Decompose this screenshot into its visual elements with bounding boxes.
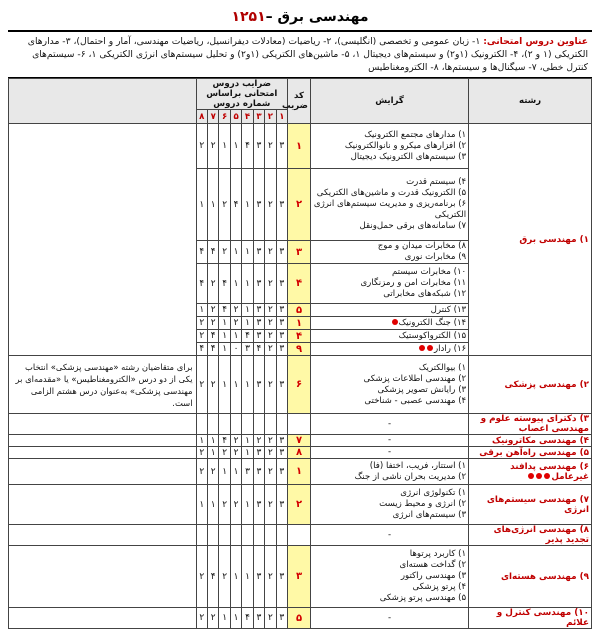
- weight-cell: ۱: [230, 356, 241, 414]
- table-row: [9, 435, 592, 447]
- weight-cell: [242, 525, 253, 546]
- weight-num: ۱: [276, 110, 287, 124]
- weight-cell: ۳: [253, 169, 264, 241]
- weight-cell: ۱: [207, 435, 218, 447]
- spec-text: -: [388, 418, 392, 429]
- weight-cell: ۳: [253, 485, 264, 525]
- weight-cell: ۳: [253, 608, 264, 629]
- weight-cell: ۲: [196, 330, 207, 343]
- field-label: ۸) مهندسی انرژی‌های تجدید پذیر: [493, 525, 589, 545]
- weight-cell: ۴: [219, 304, 230, 317]
- spec-text: ۱۰) مخابرات سیستم ۱۱) مخابرات امن و رمزنگاری ۱۲) شبکه‌های مخابراتی: [360, 267, 467, 299]
- field-label: ۱۰) مهندسی کنترل و علائم: [496, 608, 589, 628]
- coefficient-code: ۱: [288, 124, 311, 169]
- weight-cell: [242, 414, 253, 435]
- spec-cell: [310, 124, 468, 169]
- note-blank: [9, 525, 197, 546]
- weight-cell: ۱: [230, 546, 241, 608]
- weight-cell: [196, 414, 207, 435]
- weight-num: ۴: [242, 110, 253, 124]
- weight-cell: ۳: [253, 124, 264, 169]
- weight-cell: ۳: [276, 241, 287, 264]
- weight-cell: ۲: [265, 608, 276, 629]
- spec-text: -: [388, 612, 392, 623]
- weight-cell: ۲: [230, 447, 241, 459]
- weight-cell: ۱: [242, 447, 253, 459]
- coefficient-code: ۶: [288, 356, 311, 414]
- spec-cell: [310, 447, 468, 459]
- field-label: ۴) مهندسی مکاترونیک: [491, 435, 589, 446]
- note-blank: [9, 608, 197, 629]
- table-row: [9, 414, 592, 435]
- weight-cell: ۲: [265, 241, 276, 264]
- weight-cell: ۱: [242, 485, 253, 525]
- weight-cell: ۲: [196, 459, 207, 485]
- spec-text: ۴) سیستم قدرت ۵) الکترونیک قدرت و ماشین‌های الکتریکی ۶) برنامه‌ریزی و مدیریت سیستم‌های انرژی الکتریکی ۷) سامانه‌های برقی حمل‌ونقل: [313, 177, 467, 231]
- title-code: ۱۲۵۱: [231, 9, 266, 25]
- weight-num: ۶: [219, 110, 230, 124]
- coefficient-code: [288, 525, 311, 546]
- weight-cell: ۱: [207, 169, 218, 241]
- weight-cell: ۳: [253, 447, 264, 459]
- weight-cell: ۱: [219, 317, 230, 330]
- coefficient-code: ۴: [288, 264, 311, 304]
- weight-cell: ۳: [253, 304, 264, 317]
- weight-cell: ۴: [219, 435, 230, 447]
- coefficient-code: [288, 414, 311, 435]
- field-label: ۵) مهندسی راه‌آهن برقی: [479, 447, 589, 458]
- weight-cell: ۱: [242, 264, 253, 304]
- weight-cell: ۲: [265, 356, 276, 414]
- weight-cell: ۴: [207, 241, 218, 264]
- weight-cell: ۳: [276, 447, 287, 459]
- coefficients-table: [8, 78, 592, 629]
- weight-cell: ۲: [207, 264, 218, 304]
- weight-cell: ۳: [242, 459, 253, 485]
- header-note-blank: [9, 79, 197, 124]
- spec-cell: [310, 414, 468, 435]
- red-dot-icon: [419, 345, 425, 351]
- weight-cell: ۳: [242, 343, 253, 356]
- weight-cell: ۳: [253, 241, 264, 264]
- weight-cell: ۲: [230, 317, 241, 330]
- field-label: ۲) مهندسی پزشکی: [504, 379, 589, 390]
- weight-cell: ۳: [276, 124, 287, 169]
- red-dot-icon: [392, 319, 398, 325]
- field-label: ۳) دکترای پیوسته علوم و مهندسی اعصاب: [480, 414, 589, 434]
- red-dot-icon: [528, 473, 534, 479]
- spec-cell: [310, 304, 468, 317]
- weight-cell: ۳: [253, 546, 264, 608]
- weight-cell: ۱: [230, 264, 241, 304]
- spec-text: ۱) تکنولوژی انرژی ۲) انرژی و محیط زیست ۳) سیستم‌های انرژی: [379, 488, 467, 520]
- weight-cell: ۲: [196, 124, 207, 169]
- weight-num: ۷: [207, 110, 218, 124]
- weight-cell: ۱: [242, 356, 253, 414]
- table-row: [9, 459, 592, 485]
- weight-cell: ۴: [207, 546, 218, 608]
- note-blank: [9, 435, 197, 447]
- table-row: [9, 485, 592, 525]
- weight-cell: ۴: [219, 264, 230, 304]
- weight-cell: ۱: [196, 435, 207, 447]
- weight-cell: ۱: [196, 485, 207, 525]
- weight-cell: ۲: [196, 608, 207, 629]
- weight-cell: ۳: [276, 264, 287, 304]
- spec-text: -: [388, 435, 392, 445]
- coefficient-code: ۴: [288, 330, 311, 343]
- weight-cell: ۳: [253, 356, 264, 414]
- weight-cell: ۱: [242, 435, 253, 447]
- weight-cell: [219, 525, 230, 546]
- weight-cell: ۳: [253, 317, 264, 330]
- weight-cell: ۱: [230, 124, 241, 169]
- weight-cell: ۲: [265, 124, 276, 169]
- note-blank: [9, 414, 197, 435]
- weight-cell: ۱: [219, 356, 230, 414]
- weight-cell: [276, 525, 287, 546]
- weight-cell: ۲: [196, 356, 207, 414]
- weight-num: ۵: [230, 110, 241, 124]
- weight-cell: ۲: [265, 304, 276, 317]
- weight-cell: [253, 414, 264, 435]
- weight-cell: ۱: [196, 169, 207, 241]
- weight-cell: ۳: [276, 608, 287, 629]
- page: [8, 0, 592, 629]
- weight-cell: ۴: [207, 343, 218, 356]
- weight-cell: ۲: [207, 459, 218, 485]
- field-name: [469, 546, 592, 608]
- title-text: – مهندسی برق: [265, 9, 369, 25]
- red-dot-icon: [536, 473, 542, 479]
- weight-cell: ۲: [196, 317, 207, 330]
- field-name: [469, 459, 592, 485]
- weight-cell: ۲: [230, 435, 241, 447]
- weight-cell: ۲: [219, 485, 230, 525]
- spec-cell: [310, 241, 468, 264]
- coefficient-code: ۸: [288, 447, 311, 459]
- spec-text: ۱۳) کنترل: [430, 304, 467, 315]
- weight-cell: ۱: [242, 317, 253, 330]
- weight-cell: ۳: [276, 546, 287, 608]
- field-name: [469, 525, 592, 546]
- weight-cell: ۱: [219, 330, 230, 343]
- weight-cell: [207, 525, 218, 546]
- weight-cell: ۴: [230, 169, 241, 241]
- spec-cell: [310, 485, 468, 525]
- red-dot-icon: [544, 473, 550, 479]
- table-row: [9, 525, 592, 546]
- spec-cell: [310, 169, 468, 241]
- spec-text: ۱) بیوالکتریک ۲) مهندسی اطلاعات پزشکی ۳) رایانش تصویر پزشکی ۴) مهندسی عصبی - شناختی: [363, 362, 467, 406]
- weight-cell: ۱: [196, 304, 207, 317]
- weight-cell: ۴: [196, 241, 207, 264]
- field-name: [469, 447, 592, 459]
- weight-cell: ۲: [265, 447, 276, 459]
- spec-text: ۱) کاربرد پرتوها ۲) گداخت هسته‌ای ۳) مهندسی راکتور ۴) پرتو پزشکی ۵) مهندسی پرتو پزشکی: [379, 549, 467, 603]
- weight-cell: ۲: [196, 546, 207, 608]
- weight-cell: ۱: [230, 459, 241, 485]
- weight-cell: [265, 525, 276, 546]
- spec-cell: [310, 608, 468, 629]
- weight-cell: ۲: [265, 485, 276, 525]
- note-blank: [9, 546, 197, 608]
- weight-cell: ۱: [242, 241, 253, 264]
- weight-num: ۸: [196, 110, 207, 124]
- weight-cell: ۱: [242, 169, 253, 241]
- note-blank: [9, 485, 197, 525]
- spec-text: ۱۵) الکترواکوستیک: [398, 330, 467, 341]
- spec-cell: [310, 343, 468, 356]
- weight-num: ۲: [265, 110, 276, 124]
- spec-cell: [310, 330, 468, 343]
- subjects-label: عناوین دروس امتحانی:: [483, 36, 588, 47]
- weight-cell: ۱: [230, 241, 241, 264]
- spec-cell: [310, 546, 468, 608]
- weight-cell: ۳: [276, 343, 287, 356]
- field-name: [469, 435, 592, 447]
- table-row: [9, 124, 592, 169]
- coefficient-code: ۳: [288, 241, 311, 264]
- weight-cell: ۲: [265, 343, 276, 356]
- weight-cell: ۱: [207, 485, 218, 525]
- header-row: [9, 79, 592, 110]
- coefficient-code: ۲: [288, 169, 311, 241]
- weight-cell: ۲: [219, 447, 230, 459]
- header-spec: گرایش: [310, 79, 468, 124]
- field-label: ۹) مهندسی هسته‌ای: [500, 571, 589, 582]
- weight-cell: ۴: [196, 343, 207, 356]
- note-blank: [9, 447, 197, 459]
- weight-cell: ۲: [265, 317, 276, 330]
- weight-cell: ۲: [219, 241, 230, 264]
- weight-cell: ۳: [276, 356, 287, 414]
- weight-cell: [253, 525, 264, 546]
- weight-cell: ۱: [219, 343, 230, 356]
- coefficient-code: ۱: [288, 317, 311, 330]
- weight-cell: ۱: [219, 459, 230, 485]
- coefficient-code: ۵: [288, 304, 311, 317]
- spec-text: ۱) مدارهای مجتمع الکترونیک ۲) افزارهای میکرو و نانوالکترونیک ۳) سیستم‌های الکترونیک دیجیتال: [344, 129, 467, 162]
- weight-cell: ۱: [207, 447, 218, 459]
- field-name: [469, 608, 592, 629]
- weight-cell: ۴: [253, 343, 264, 356]
- weight-cell: ۲: [253, 435, 264, 447]
- weight-cell: ۲: [265, 330, 276, 343]
- weight-cell: ۱: [230, 608, 241, 629]
- weight-cell: ۱: [242, 304, 253, 317]
- header-weights: ضرایب دروس امتحانی براساس شماره دروس: [196, 79, 288, 110]
- weight-cell: ۲: [230, 485, 241, 525]
- weight-cell: ۳: [276, 485, 287, 525]
- table-row: [9, 356, 592, 414]
- weight-cell: ۲: [265, 546, 276, 608]
- spec-text: ۱۴) جنگ الکترونیک: [398, 317, 467, 328]
- coefficient-code: ۷: [288, 435, 311, 447]
- weight-cell: ۱: [219, 608, 230, 629]
- coefficient-code: ۱: [288, 459, 311, 485]
- page-title: [8, 6, 592, 28]
- coefficient-code: ۳: [288, 546, 311, 608]
- field-name: [469, 414, 592, 435]
- weight-cell: [230, 414, 241, 435]
- table-row: [9, 608, 592, 629]
- weight-cell: ۲: [219, 546, 230, 608]
- weight-cell: ۲: [207, 356, 218, 414]
- weight-cell: ۱: [230, 330, 241, 343]
- weight-cell: ۳: [276, 169, 287, 241]
- field-name: [469, 485, 592, 525]
- header-code: کد ضریب: [288, 79, 311, 124]
- coefficient-code: ۵: [288, 608, 311, 629]
- weight-cell: ۳: [276, 330, 287, 343]
- spec-cell: [310, 356, 468, 414]
- coefficient-code: ۲: [288, 485, 311, 525]
- spec-text: -: [388, 529, 392, 540]
- weight-cell: ۲: [265, 435, 276, 447]
- spec-cell: [310, 435, 468, 447]
- weight-cell: ۲: [207, 124, 218, 169]
- weight-num: ۳: [253, 110, 264, 124]
- coefficient-code: ۹: [288, 343, 311, 356]
- note-blank: [9, 124, 197, 356]
- spec-cell: [310, 264, 468, 304]
- note-text: برای متقاضیان رشته «مهندسی پزشکی» انتخاب یکی از دو درس «الکترومغناطیس» یا «مقدمه‌ای بر مهندسی پزشکی» به‌عنوان درس هشتم الزامی است.: [9, 356, 197, 414]
- spec-text: ۱۶) رادار: [433, 343, 467, 354]
- weight-cell: ۲: [265, 264, 276, 304]
- spec-cell: [310, 459, 468, 485]
- weight-cell: ۳: [276, 435, 287, 447]
- weight-cell: ۱: [242, 546, 253, 608]
- weight-cell: ۴: [242, 330, 253, 343]
- weight-cell: [196, 525, 207, 546]
- weight-cell: ۳: [276, 459, 287, 485]
- weight-cell: ۲: [265, 459, 276, 485]
- weight-cell: ۱: [219, 124, 230, 169]
- weight-cell: ۳: [253, 330, 264, 343]
- weight-cell: ۲: [219, 169, 230, 241]
- field-name: [469, 356, 592, 414]
- weight-cell: ۲: [207, 608, 218, 629]
- weight-cell: ۲: [230, 304, 241, 317]
- table-body: [9, 124, 592, 629]
- weight-cell: ۳: [253, 459, 264, 485]
- spec-text: ۱) استتار، فریب، اختفا (فا) ۲) مدیریت بحران ناشی از جنگ: [354, 460, 467, 482]
- weight-cell: ۴: [207, 330, 218, 343]
- field-label: ۷) مهندسی سیستم‌های انرژی: [486, 494, 589, 515]
- weight-cell: ۲: [265, 169, 276, 241]
- red-dot-icon: [427, 345, 433, 351]
- field-label: ۶) مهندسی پدافند غیرعامل: [510, 461, 589, 482]
- weight-cell: ۴: [196, 264, 207, 304]
- weight-cell: [265, 414, 276, 435]
- weight-cell: ۳: [276, 317, 287, 330]
- weight-cell: [230, 525, 241, 546]
- spec-cell: [310, 525, 468, 546]
- weight-cell: ۴: [242, 608, 253, 629]
- weight-cell: ۰: [230, 343, 241, 356]
- subjects-text: ۱- زبان عمومی و تخصصی (انگلیسی)، ۲- ریاضیات (معادلات دیفرانسیل، ریاضیات مهندسی، آمار و احتمال)، ۳- مدارهای الکتریکی (۱ و ۲)، ۴- الکترونیک (۱و۲) و سیستم‌های دیجیتال ۱، ۵- ماشین‌های الکتریکی (۱و۲) و تحلیل سیستم‌های انرژی الکتریکی ۱، ۶- سیستم‌های کنترل خطی، ۷- سیگنال‌ها و سیستم‌ها، ۸- الکترومغناطیس: [27, 36, 588, 73]
- table-row: [9, 447, 592, 459]
- weight-cell: ۳: [276, 304, 287, 317]
- table-row: [9, 546, 592, 608]
- header-field: رشته: [469, 79, 592, 124]
- weight-cell: [219, 414, 230, 435]
- weight-cell: [207, 414, 218, 435]
- note-blank: [9, 459, 197, 485]
- weight-cell: ۴: [242, 124, 253, 169]
- weight-cell: ۲: [207, 304, 218, 317]
- spec-text: ۸) مخابرات میدان و موج ۹) مخابرات نوری: [377, 241, 467, 262]
- weight-cell: ۲: [196, 447, 207, 459]
- field-name: [469, 124, 592, 356]
- subjects-box: [8, 32, 592, 78]
- weight-cell: ۳: [253, 264, 264, 304]
- spec-text: -: [388, 447, 392, 457]
- spec-cell: [310, 317, 468, 330]
- weight-cell: ۲: [207, 317, 218, 330]
- weight-cell: [276, 414, 287, 435]
- field-label: ۱) مهندسی برق: [519, 234, 589, 245]
